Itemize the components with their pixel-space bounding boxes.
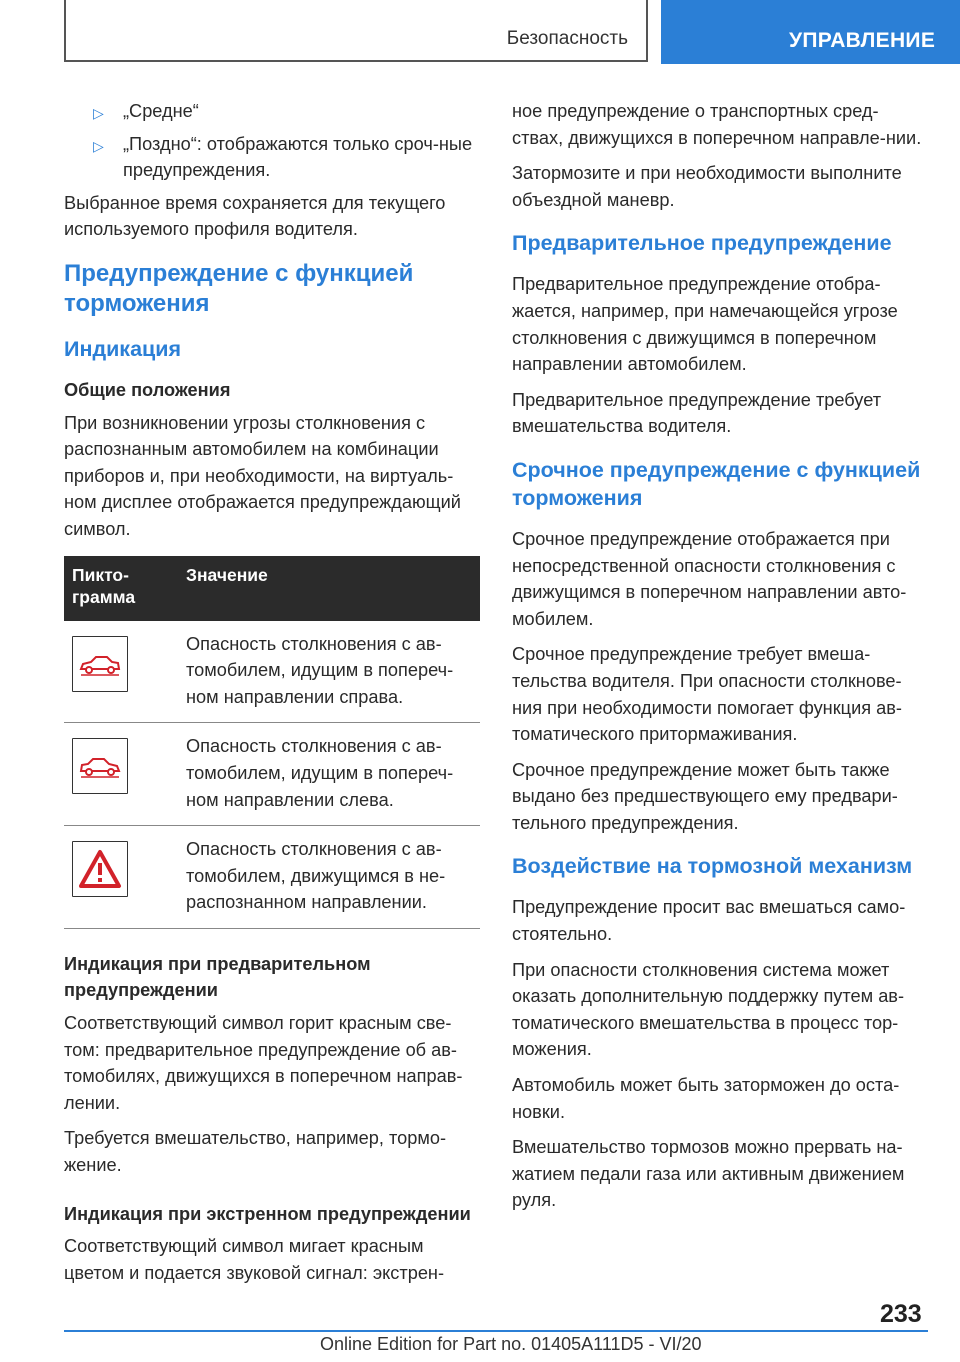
table-cell-text: Опасность столкновения с ав-томобилем, движущимся в не-распознанном направлении.: [186, 839, 446, 913]
paragraph: Срочное предупреждение может быть также выдано без предшествующего ему предвари-тельного предупреждения.: [512, 759, 898, 833]
paragraph: При опасности столкновения система может оказать дополнительную поддержку путем ав-томатического вмешательства в процесс тор-можения.: [512, 959, 905, 1060]
section-title: Безопасность: [506, 28, 628, 49]
list-item: ▷ „Средне“: [64, 98, 480, 125]
list-item: ▷ „Поздно“: отображаются только сроч-ные предупреждения.: [93, 133, 473, 181]
paragraph: Предупреждение просит вас вмешаться само-стоятельно.: [512, 897, 906, 945]
paragraph: Предварительное предупреждение отобра-жается, например, при намечающейся угрозе столкновения с движущимся в поперечном направлении автомобилем.: [512, 274, 898, 375]
paragraph: Соответствующий символ мигает красным цветом и подается звуковой сигнал: экстрен-: [64, 1236, 445, 1283]
paragraph: Требуется вмешательство, например, тормо-жение.: [64, 1128, 447, 1176]
paragraph: ное предупреждение о транспортных сред-ствах, движущихся в поперечном направле-нии.: [512, 101, 922, 148]
table-header-meaning: Значение: [186, 564, 268, 585]
right-column: [512, 98, 928, 1223]
subsection-heading: Срочное предупреждение с функцией торможения: [512, 457, 921, 510]
minor-heading: Индикация при экстренном предупреждении: [64, 1203, 471, 1224]
header-box: [64, 0, 648, 62]
minor-heading: Индикация при предварительном предупреждении: [64, 953, 371, 1001]
warning-triangle-icon: [72, 841, 128, 897]
table-header-pictogram: Пикто-грамма: [72, 564, 136, 607]
paragraph: Автомобиль может быть заторможен до оста-новки.: [512, 1075, 900, 1122]
table-row: [64, 621, 480, 724]
section-heading: Предупреждение с функцией торможения: [64, 259, 414, 317]
car-collision-left-icon: [72, 738, 128, 794]
footer-edition: Online Edition for Part no. 01405A111D5 - VI/20: [320, 1334, 702, 1354]
subsection-heading: Индикация: [64, 336, 182, 361]
subsection-heading: Предварительное предупреждение: [512, 231, 892, 256]
paragraph: Срочное предупреждение отображается при непосредственной опасности столкновения с движущимся в поперечном направлении авто-мобилем.: [512, 528, 907, 629]
paragraph: Выбранное время сохраняется для текущего используемого профиля водителя.: [64, 192, 446, 240]
paragraph: При возникновении угрозы столкновения с распознанным автомобилем на комбинации приборов и, при необходимости, на виртуаль-ном дисплее отображается предупреждающий символ.: [64, 412, 461, 539]
triangle-bullet-icon: ▷: [93, 105, 104, 121]
paragraph: Предварительное предупреждение требует вмешательства водителя.: [512, 389, 882, 437]
chapter-tab[interactable]: УПРАВЛЕНИЕ: [661, 0, 960, 64]
table-cell-text: Опасность столкновения с ав-томобилем, идущим в попереч-ном направлении слева.: [186, 736, 454, 810]
table-row: [64, 826, 480, 929]
paragraph: Срочное предупреждение требует вмеша-тельства водителя. При опасности столкнове-ния при необходимости помогает функция ав-томатического притормаживания.: [512, 644, 902, 745]
table-header: [64, 556, 480, 621]
left-column: [64, 98, 480, 1295]
table-row: [64, 723, 480, 826]
triangle-bullet-icon: ▷: [93, 137, 104, 154]
paragraph: Соответствующий символ горит красным све-том: предварительное предупреждение об ав-томобилях, движущихся в поперечном направ-лении.: [64, 1013, 463, 1113]
paragraph: Затормозите и при необходимости выполните объездной маневр.: [512, 163, 902, 210]
page-number: 233: [880, 1300, 922, 1328]
minor-heading: Общие положения: [64, 379, 231, 400]
pictogram-table: [64, 556, 480, 929]
table-cell-text: Опасность столкновения с ав-томобилем, идущим в попереч-ном направлении справа.: [186, 633, 454, 707]
paragraph: Вмешательство тормозов можно прервать на-жатием педали газа или активным движением руля.: [512, 1137, 905, 1211]
subsection-heading: Воздействие на тормозной механизм: [512, 854, 913, 879]
footer-divider: [64, 1330, 928, 1332]
car-collision-right-icon: [72, 636, 128, 692]
